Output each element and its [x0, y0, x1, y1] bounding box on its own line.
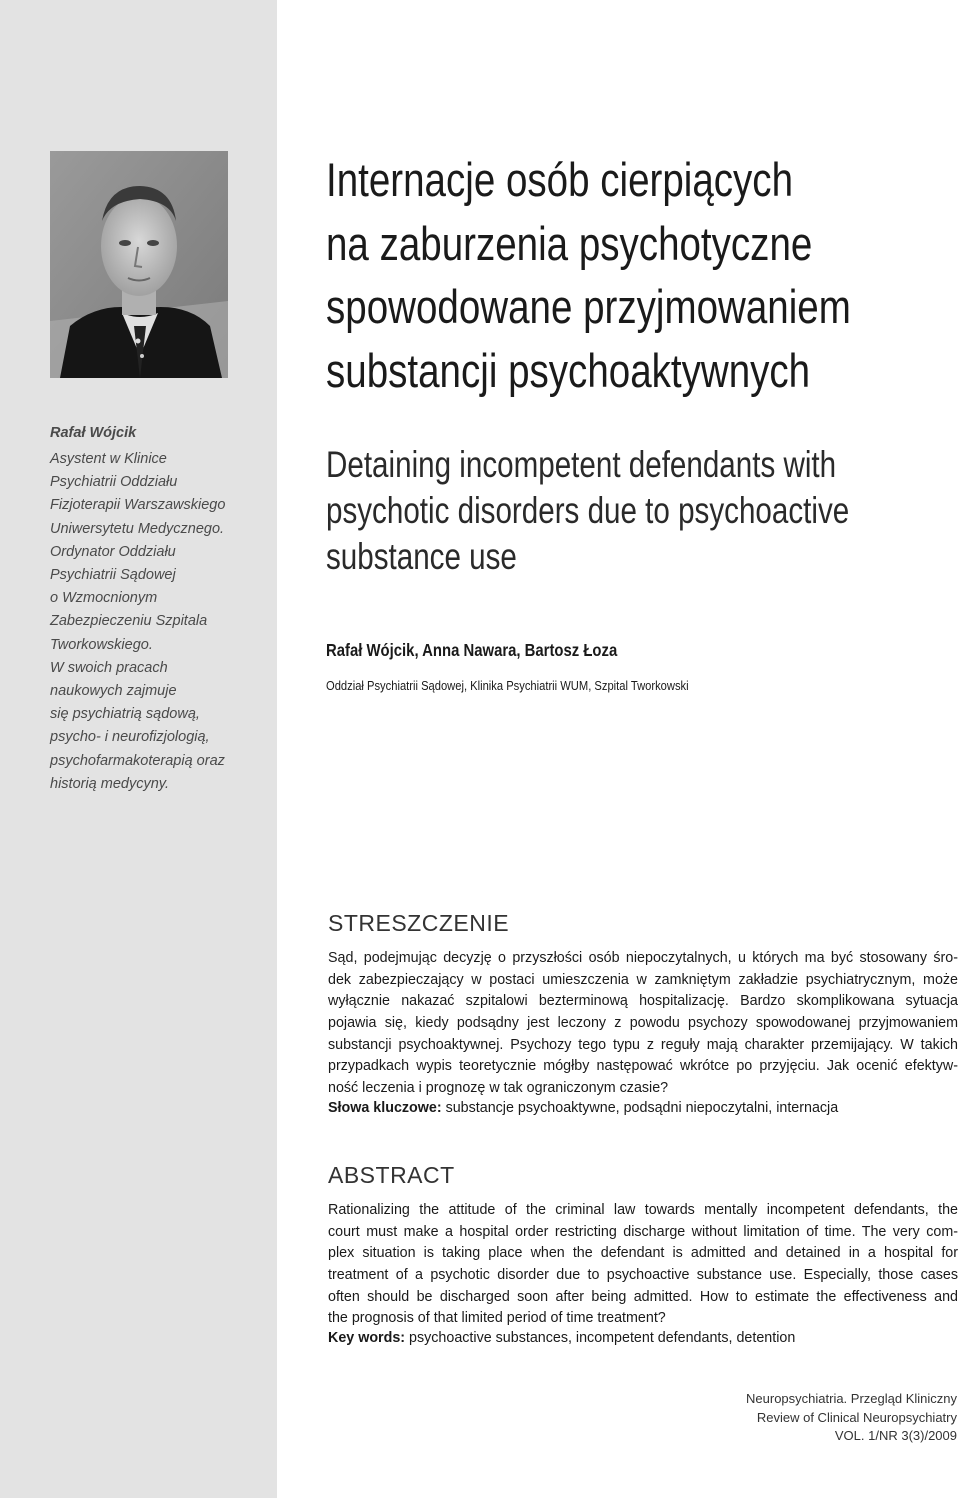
streszczenie-line: pojawia się, kiedy podsądny jest leczony z powodu psychozy spowodowanej przyjmowaniem [328, 1015, 958, 1032]
abstract-body [328, 1200, 958, 1330]
author-photo [50, 151, 228, 378]
journal-volume: VOL. 1/NR 3(3)/2009 [834, 1428, 957, 1443]
streszczenie-body [328, 948, 958, 1100]
streszczenie-line: przypadkach wypis teoretycznie mógłby następować wkrótce po przyjęciu. Jak ocenić efektyw- [328, 1058, 958, 1075]
bio-line: Zabezpieczeniu Szpitala [50, 613, 208, 630]
bio-line: Fizjoterapii Warszawskiego [50, 497, 226, 514]
abstract-line: the prognosis of that limited period of time treatment? [328, 1310, 666, 1327]
article-affiliation: Oddział Psychiatrii Sądowej, Klinika Psychiatrii WUM, Szpital Tworkowski [326, 678, 689, 693]
subtitle-line: psychotic disorders due to psychoactive [326, 490, 850, 531]
bio-line: się psychiatrią sądową, [50, 706, 200, 723]
abstract-keywords [328, 1330, 795, 1346]
title-line: Internacje osób cierpiących [326, 153, 794, 206]
abstract-line: Rationalizing the attitude of the criminal law towards mentally incompetent defendants, the [328, 1202, 958, 1218]
bio-line: psycho- i neurofizjologią, [50, 729, 210, 746]
title-line: spowodowane przyjmowaniem [326, 280, 851, 333]
bio-line: Tworkowskiego. [50, 636, 153, 653]
bio-line: o Wzmocnionym [50, 590, 158, 607]
bio-line: Psychiatrii Sądowej [50, 567, 176, 584]
bio-line: Asystent w Klinice [50, 451, 167, 467]
streszczenie-line: Sąd, podejmując decyzję o przyszłości osób niepoczytalnych, u których ma być stosowany śro- [328, 950, 958, 966]
subtitle-line: Detaining incompetent defendants with [326, 444, 837, 485]
bio-line: historią medycyny. [50, 775, 169, 792]
title-line: na zaburzenia psychotyczne [326, 216, 813, 270]
keywords-label: Słowa kluczowe: [328, 1100, 442, 1116]
bio-line: Psychiatrii Oddziału [50, 474, 178, 491]
streszczenie-heading: STRESZCZENIE [328, 910, 510, 936]
subtitle-line: substance use [326, 536, 517, 577]
streszczenie-keywords [328, 1100, 838, 1116]
article-authors: Rafał Wójcik, Anna Nawara, Bartosz Łoza [326, 640, 618, 660]
author-bio [50, 448, 265, 796]
bio-line: W swoich pracach [50, 659, 168, 676]
bio-author-name: Rafał Wójcik [50, 425, 137, 441]
title-line: substancji psychoaktywnych [326, 343, 811, 397]
author-portrait-image [50, 151, 228, 378]
bio-line: Ordynator Oddziału [50, 543, 176, 560]
streszczenie-line: wyłącznie nakazać szpitalowi bezterminową hospitalizację. Bardzo skomplikowana sytuacja [328, 993, 958, 1010]
article-english-title [326, 442, 850, 580]
bio-line: psychofarmakoterapią oraz [50, 752, 225, 769]
abstract-heading: ABSTRACT [328, 1162, 455, 1188]
bio-line: Uniwersytetu Medycznego. [50, 520, 225, 537]
article-title [326, 148, 851, 402]
streszczenie-line: ność leczenia i prognozę w tak ograniczonym czasie? [328, 1080, 669, 1097]
keywords-text: psychoactive substances, incompetent defendants, detention [405, 1330, 796, 1346]
streszczenie-line: substancji psychoaktywnej. Psychozy tego typu z reguły mają charakter przemijający. W takich [328, 1036, 958, 1053]
abstract-line: often should be discharged soon after being admitted. How to estimate the effectiveness and [328, 1288, 958, 1305]
journal-info [697, 1390, 957, 1446]
streszczenie-line: dek zabezpieczający w postaci umieszczenia w zamkniętym zakładzie psychiatrycznym, może [328, 971, 958, 988]
journal-name-pl: Neuropsychiatria. Przegląd Kliniczny [746, 1391, 957, 1406]
bio-line: naukowych zajmuje [50, 683, 177, 700]
abstract-line: court must make a hospital order restricting discharge without limitation of time. The very com- [328, 1223, 958, 1240]
keywords-label: Key words: [328, 1330, 406, 1346]
abstract-line: treatment of a psychotic disorder due to psychoactive substance use. Especially, those cases [328, 1267, 958, 1284]
journal-name-en: Review of Clinical Neuropsychiatry [756, 1409, 957, 1425]
author-sidebar [0, 0, 277, 1498]
abstract-line: plex situation is taking place when the defendant is admitted and detained in a hospital for [328, 1245, 958, 1262]
keywords-text: substancje psychoaktywne, podsądni niepoczytalni, internacja [441, 1100, 839, 1116]
